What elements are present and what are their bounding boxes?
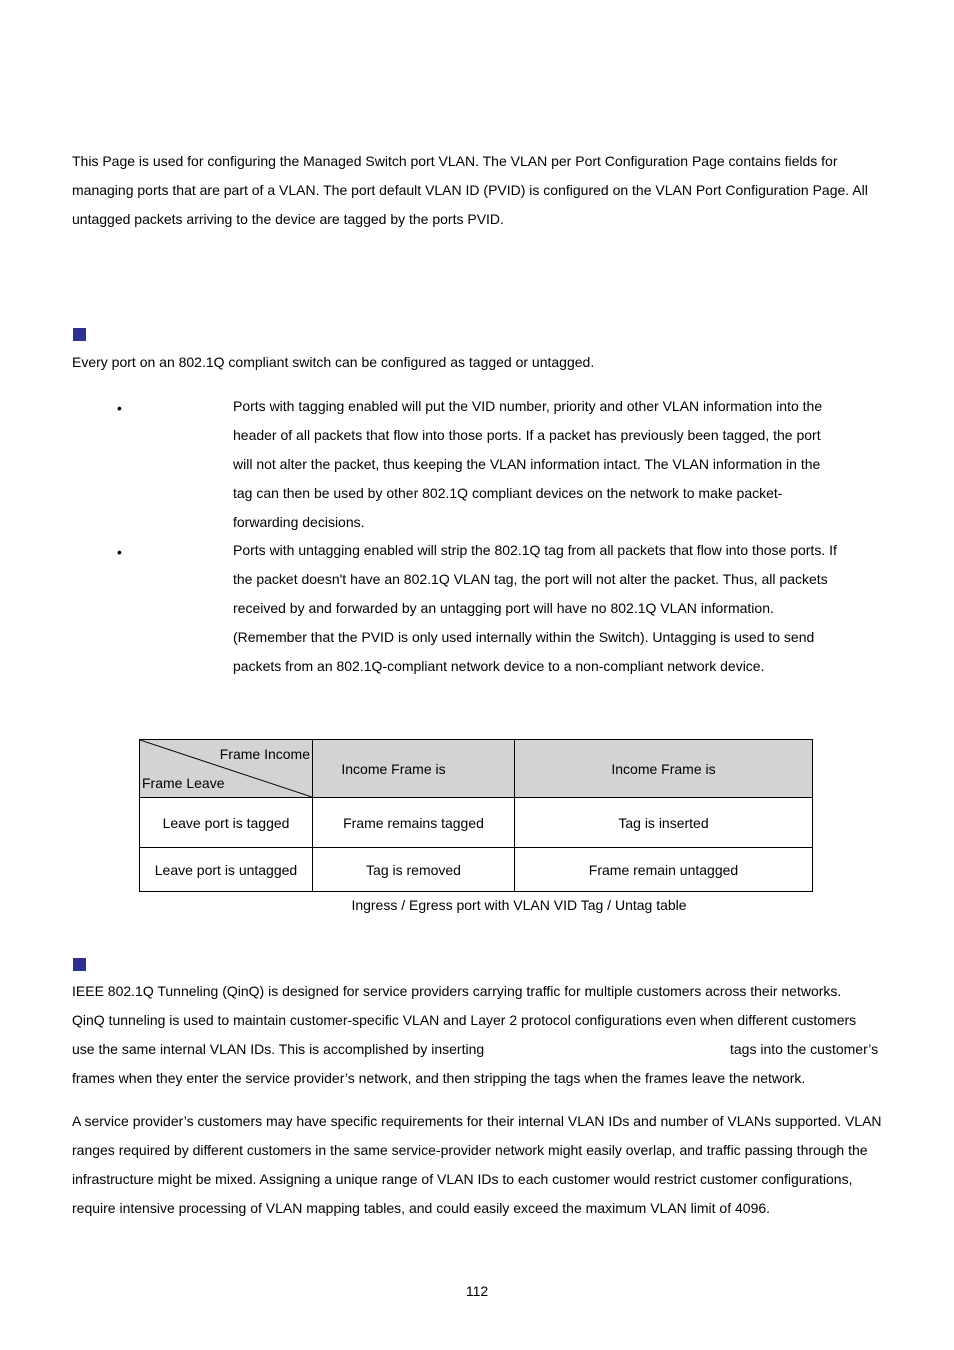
row-cell: Frame remain untagged — [515, 848, 813, 892]
row-label: Leave port is untagged — [140, 848, 313, 892]
table-header-row — [140, 740, 813, 798]
table-row — [140, 798, 813, 848]
table-row — [140, 848, 813, 892]
qinq-paragraph-2: A service provider’s customers may have specific requirements for their internal VLAN IDs and number of VLANs supported. VLAN ranges required by different customers in the same service-provider network might easily overlap, and traffic passing through the infrastructure might be mixed. Assigning a unique range of VLAN IDs to each customer would restrict customer configurations, require intensive processing of VLAN mapping tables, and could easily exceed the maximum VLAN limit of 4096. — [72, 1113, 882, 1216]
section1-intro: Every port on an 802.1Q compliant switch can be configured as tagged or untagged. — [72, 354, 595, 370]
bullet-icon: • — [117, 544, 122, 560]
header-col1-label: Income Frame is — [341, 760, 446, 777]
qinq-line-2: QinQ tunneling is used to maintain customer-specific VLAN and Layer 2 protocol configurations even when different customers — [72, 1012, 857, 1028]
qinq-line-1: IEEE 802.1Q Tunneling (QinQ) is designed for service providers carrying traffic for multiple customers across their networks. — [72, 983, 842, 999]
header-col2-label: Income Frame is — [611, 760, 716, 777]
bullet-untagging-text: Ports with untagging enabled will strip the 802.1Q tag from all packets that flow into those ports. If the packet doesn't have an 802.1Q VLAN tag, the port will not alter the packet. Thus, all packets received by and forwarded by an untagging port will have no 802.1Q VLAN information. (Remember that the PVID is only used internally within the Switch). Untagging is used to send packets from an 802.1Q-compliant network device to a non-compliant network device. — [233, 542, 837, 674]
qinq-line-4: frames when they enter the service provider’s network, and then stripping the tags when the frames leave the network. — [72, 1070, 806, 1086]
page-number: 112 — [465, 1283, 489, 1299]
table-header-col1 — [313, 740, 515, 798]
corner-frame-leave: Frame Leave — [142, 775, 225, 791]
bullet-tagging-text: Ports with tagging enabled will put the VID number, priority and other VLAN information into the header of all packets that flow into those ports. If a packet has previously been tagged, the port will not alter the packet, thus keeping the VLAN information intact. The VLAN information in the tag can then be used by other 802.1Q compliant devices on the network to make packet-forwarding decisions. — [233, 398, 823, 530]
table-header-col2 — [515, 740, 813, 798]
row-cell: Tag is inserted — [515, 798, 813, 848]
qinq-line-3b: tags into the customer’s — [730, 1041, 879, 1057]
corner-frame-income: Frame Income — [219, 746, 310, 762]
section-marker-icon — [73, 328, 86, 341]
row-cell: Tag is removed — [313, 848, 515, 892]
table-caption: Ingress / Egress port with VLAN VID Tag / Untag table — [351, 897, 687, 913]
bullet-icon: • — [117, 400, 122, 416]
vlan-tag-table — [139, 739, 813, 892]
row-label: Leave port is tagged — [140, 798, 313, 848]
table-corner-cell — [140, 740, 313, 798]
section-marker-icon — [73, 958, 86, 971]
qinq-line-3a: use the same internal VLAN IDs. This is accomplished by inserting — [72, 1041, 485, 1057]
row-cell: Frame remains tagged — [313, 798, 515, 848]
intro-paragraph: This Page is used for configuring the Managed Switch port VLAN. The VLAN per Port Configuration Page contains fields for managing ports that are part of a VLAN. The port default VLAN ID (PVID) is configured on the VLAN Port Configuration Page. All untagged packets arriving to the device are tagged by the ports PVID. — [72, 153, 868, 227]
